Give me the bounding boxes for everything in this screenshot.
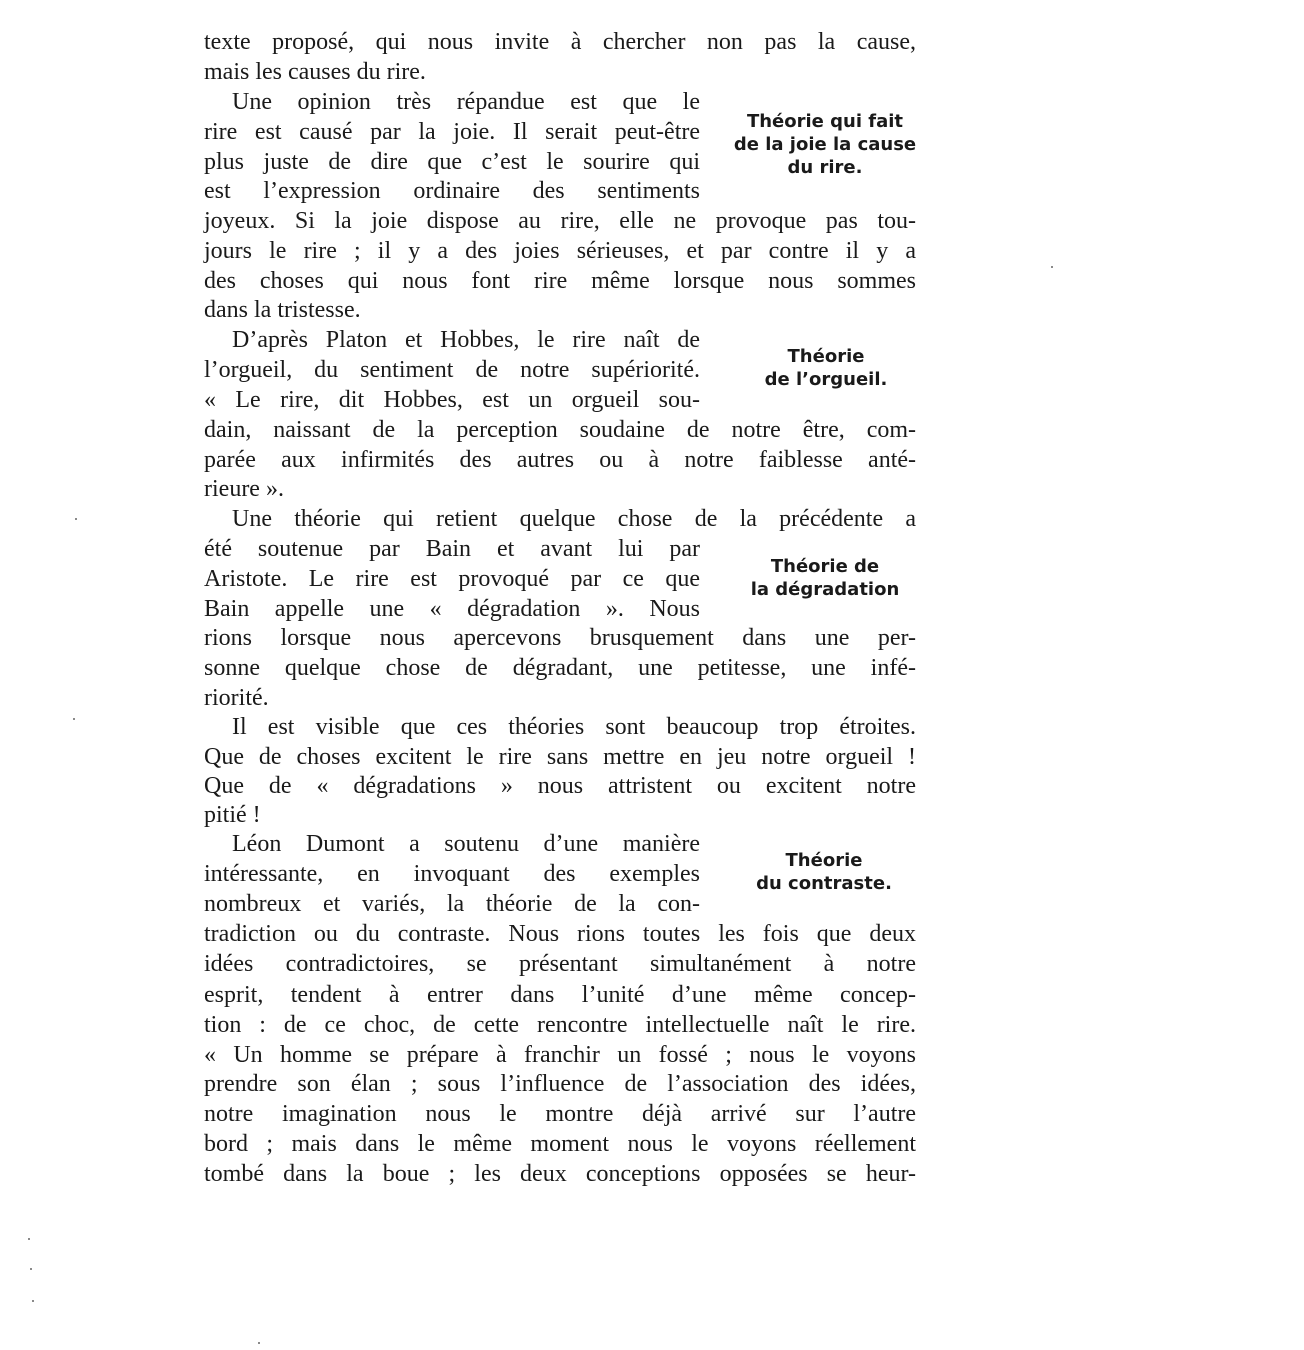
side-note-line: du rire. bbox=[787, 157, 863, 178]
scan-speck bbox=[73, 718, 75, 720]
text-line: notre imagination nous le montre déjà arrivé sur l’autre bbox=[204, 1101, 916, 1127]
side-note-line: Théorie bbox=[787, 346, 865, 367]
scan-speck bbox=[32, 1300, 34, 1302]
side-note-line: Théorie de bbox=[770, 556, 880, 577]
scan-speck bbox=[258, 1342, 260, 1344]
scan-speck bbox=[28, 1238, 30, 1240]
text-line: l’orgueil, du sentiment de notre supériorité. bbox=[204, 357, 700, 383]
paragraph-start-line: Il est visible que ces théories sont beaucoup trop étroites. bbox=[232, 714, 916, 740]
text-line: pitié ! bbox=[204, 802, 261, 828]
side-note-joie bbox=[725, 110, 925, 179]
text-line: parée aux infirmités des autres ou à notre faiblesse anté- bbox=[204, 447, 916, 473]
text-line: tion : de ce choc, de cette rencontre intellectuelle naît le rire. bbox=[204, 1012, 916, 1038]
text-line: nombreux et variés, la théorie de la con- bbox=[204, 891, 700, 917]
text-line: est l’expression ordinaire des sentiments bbox=[204, 178, 700, 204]
text-line: des choses qui nous font rire même lorsque nous sommes bbox=[204, 268, 916, 294]
scan-speck bbox=[30, 1268, 32, 1270]
text-line: Aristote. Le rire est provoqué par ce que bbox=[204, 566, 700, 592]
text-line: tombé dans la boue ; les deux conceptions opposées se heur- bbox=[204, 1161, 916, 1187]
paragraph-start-line: Léon Dumont a soutenu d’une manière bbox=[232, 831, 700, 857]
side-note-contraste bbox=[724, 849, 924, 895]
paragraph-start-line: Une théorie qui retient quelque chose de la précédente a bbox=[232, 506, 916, 532]
scan-speck bbox=[75, 518, 77, 520]
text-line: intéressante, en invoquant des exemples bbox=[204, 861, 700, 887]
text-line: Que de choses excitent le rire sans mettre en jeu notre orgueil ! bbox=[204, 744, 916, 770]
side-note-line: de l’orgueil. bbox=[764, 369, 888, 390]
side-note-degradation bbox=[725, 555, 925, 601]
text-line: dain, naissant de la perception soudaine de notre être, com- bbox=[204, 417, 916, 443]
side-note-line: de la joie la cause bbox=[733, 134, 917, 155]
text-line: été soutenue par Bain et avant lui par bbox=[204, 536, 700, 562]
text-line: idées contradictoires, se présentant simultanément à notre bbox=[204, 951, 916, 977]
text-line: rieure ». bbox=[204, 476, 284, 502]
text-line: dans la tristesse. bbox=[204, 297, 361, 323]
text-line: texte proposé, qui nous invite à chercher non pas la cause, bbox=[204, 29, 916, 55]
side-note-line: du contraste. bbox=[756, 873, 892, 894]
text-line: riorité. bbox=[204, 685, 269, 711]
text-line: jours le rire ; il y a des joies sérieuses, et par contre il y a bbox=[204, 238, 916, 264]
side-note-line: la dégradation bbox=[750, 579, 900, 600]
text-line: Que de « dégradations » nous attristent ou excitent notre bbox=[204, 773, 916, 799]
paragraph-start-line: Une opinion très répandue est que le bbox=[232, 89, 700, 115]
scan-speck bbox=[1051, 266, 1053, 268]
side-note-line: Théorie qui fait bbox=[746, 111, 904, 132]
text-line: tradiction ou du contraste. Nous rions toutes les fois que deux bbox=[204, 921, 916, 947]
text-line: rire est causé par la joie. Il serait peut-être bbox=[204, 119, 700, 145]
text-line: joyeux. Si la joie dispose au rire, elle ne provoque pas tou- bbox=[204, 208, 916, 234]
side-note-orgueil bbox=[726, 345, 926, 391]
text-line: mais les causes du rire. bbox=[204, 59, 426, 85]
side-note-line: Théorie bbox=[785, 850, 863, 871]
text-line: « Un homme se prépare à franchir un fossé ; nous le voyons bbox=[204, 1042, 916, 1068]
paragraph-start-line: D’après Platon et Hobbes, le rire naît de bbox=[232, 327, 700, 353]
text-line: rions lorsque nous apercevons brusquement dans une per- bbox=[204, 625, 916, 651]
text-line: Bain appelle une « dégradation ». Nous bbox=[204, 596, 700, 622]
text-line: esprit, tendent à entrer dans l’unité d’une même concep- bbox=[204, 982, 916, 1008]
text-line: plus juste de dire que c’est le sourire qui bbox=[204, 149, 700, 175]
text-line: prendre son élan ; sous l’influence de l’association des idées, bbox=[204, 1071, 916, 1097]
text-line: sonne quelque chose de dégradant, une petitesse, une infé- bbox=[204, 655, 916, 681]
text-line: « Le rire, dit Hobbes, est un orgueil sou- bbox=[204, 387, 700, 413]
text-line: bord ; mais dans le même moment nous le voyons réellement bbox=[204, 1131, 916, 1157]
